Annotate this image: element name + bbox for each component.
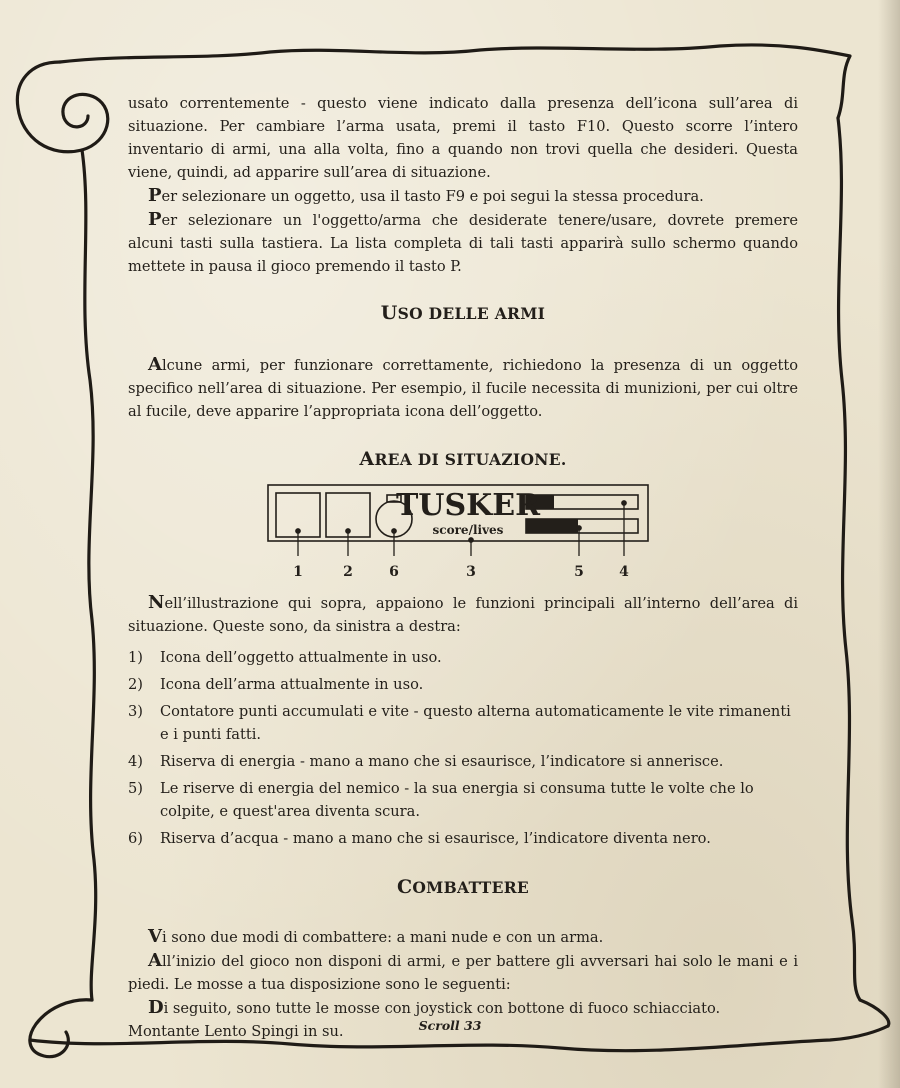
list-item-number: 3) (128, 703, 143, 720)
paragraph-text: er selezionare un oggetto, usa il tasto F9 e poi segui la stessa procedura. (161, 188, 704, 205)
scroll-left-edge (82, 150, 96, 1000)
list-item-text: Contatore punti accumulati e vite - questo alterna automaticamente le vite rimanenti e i punti fatti. (160, 703, 791, 743)
list-item-text: Riserva d’acqua - mano a mano che si esaurisce, l’indicatore diventa nero. (160, 830, 711, 847)
section-heading-combattere (128, 876, 798, 899)
list-item-number: 1) (128, 649, 143, 666)
list-item-text: Riserva di energia - mano a mano che si esaurisce, l’indicatore si annerisce. (160, 753, 724, 770)
list-item (128, 673, 798, 696)
list-item-number: 2) (128, 676, 143, 693)
combat-paragraph-2 (128, 949, 798, 996)
list-item-text: Le riserve di energia del nemico - la sua energia si consuma tutte le volte che lo colpite, e quest'area diventa scura. (160, 780, 754, 820)
scroll-top-curl (17, 62, 107, 152)
body-paragraph-2 (128, 184, 798, 208)
combat-paragraph-3 (128, 996, 798, 1020)
list-item (128, 827, 798, 850)
status-intro-paragraph (128, 591, 798, 638)
heading-cap: U (380, 302, 398, 324)
score-lives-label: score/lives (432, 523, 504, 537)
status-items-list (128, 646, 798, 850)
list-item-number: 6) (128, 830, 143, 847)
page-content (128, 92, 798, 1043)
paragraph-text: ll’inizio del gioco non disponi di armi, e per battere gli avversari hai solo le mani e i piedi. Le mosse a tua disposizione sono le seguenti: (128, 953, 798, 993)
heading-rest: OMBATTERE (412, 878, 530, 897)
body-paragraph-3 (128, 208, 798, 278)
drop-cap: P (148, 209, 162, 230)
paragraph-text: ell’illustrazione qui sopra, appaiono le funzioni principali all’interno dell’area di situazione. Queste sono, da sinistra a destra: (128, 595, 798, 635)
paragraph-text: er selezionare un l'oggetto/arma che desiderate tenere/usare, dovrete premere alcuni tasti sulla tastiera. La lista completa di tali tasti apparirà sullo schermo quando mettete in pausa il gioco premendo il tasto P. (128, 212, 798, 275)
drop-cap: A (148, 950, 162, 971)
heading-rest: SO DELLE ARMI (397, 304, 546, 323)
drop-cap: V (148, 926, 162, 947)
status-area-diagram (128, 481, 798, 591)
list-item (128, 777, 798, 823)
section-heading-uso-delle-armi (128, 302, 798, 325)
list-item (128, 646, 798, 669)
body-paragraph-1: usato correntemente - questo viene indicato dalla presenza dell’icona sull’area di situazione. Per cambiare l’arma usata, premi il tasto F10. Questo scorre l’intero inventario di armi, una alla volta, fino a quando non trovi quella che desideri. Questa viene, quindi, ad apparire sull’area di situazione. (128, 95, 798, 181)
drop-cap: D (148, 997, 164, 1018)
drop-cap: A (148, 354, 162, 375)
list-item-number: 5) (128, 780, 143, 797)
callout-6: 6 (389, 564, 399, 580)
combat-paragraph-1 (128, 925, 798, 949)
tusker-logo: TUSKER (395, 488, 541, 523)
list-item-text: Icona dell’oggetto attualmente in uso. (160, 649, 442, 666)
heading-cap: C (396, 876, 413, 898)
paragraph-text: lcune armi, per funzionare correttamente, richiedono la presenza di un oggetto specifico nell’area di situazione. Per esempio, il fucile necessita di munizioni, per cui oltre al fucile, deve apparire l’appropriata icona dell’oggetto. (128, 357, 798, 420)
scroll-right-edge (838, 118, 860, 1000)
drop-cap: N (148, 592, 165, 613)
callout-2: 2 (343, 564, 353, 580)
weapons-paragraph (128, 353, 798, 423)
combat-paragraph-4: Montante Lento Spingi in su. (128, 1023, 344, 1040)
drop-cap: P (148, 185, 162, 206)
page-footer: Scroll 33 (418, 1018, 482, 1033)
list-item-number: 4) (128, 753, 143, 770)
callout-3: 3 (466, 564, 476, 580)
paragraph-text: i sono due modi di combattere: a mani nude e con un arma. (161, 929, 604, 946)
paragraph-text: i seguito, sono tutte le mosse con joystick con bottone di fuoco schiacciato. (163, 1000, 721, 1017)
heading-cap: A (359, 448, 375, 470)
heading-rest: REA DI SITUAZIONE. (374, 450, 567, 469)
callout-4: 4 (619, 564, 629, 580)
list-item (128, 750, 798, 773)
callout-1: 1 (293, 564, 303, 580)
list-item (128, 700, 798, 746)
section-heading-area-di-situazione (128, 448, 798, 471)
list-item-text: Icona dell’arma attualmente in uso. (160, 676, 424, 693)
callout-5: 5 (574, 564, 584, 580)
